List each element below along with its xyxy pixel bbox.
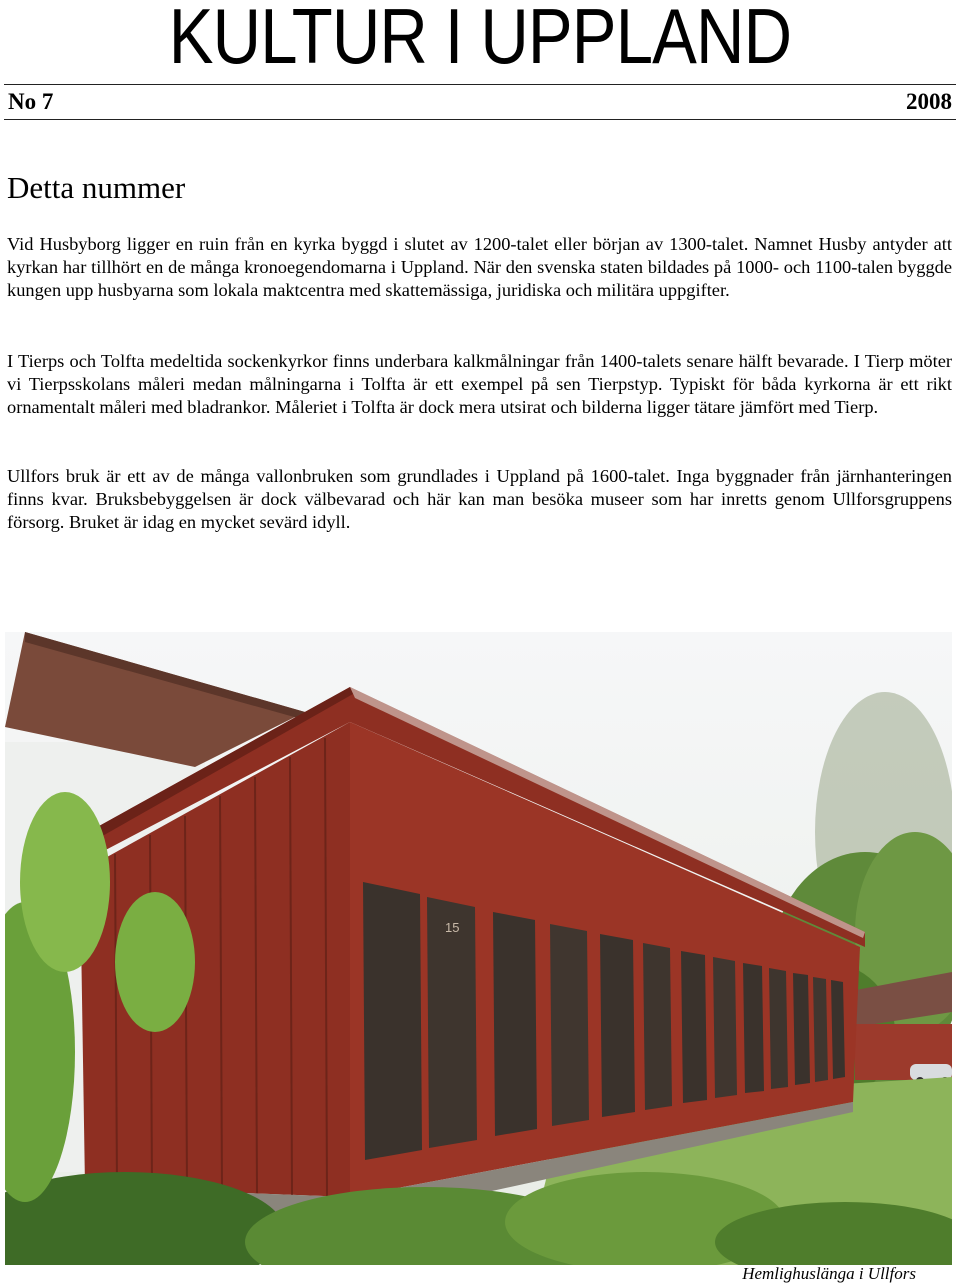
section-title: Detta nummer [7,170,186,205]
issue-year: 2008 [906,89,952,114]
photo-storehouse [5,632,952,1265]
storehouse-illustration [5,632,952,1265]
masthead-title: KULTUR I UPPLAND [168,0,792,80]
paragraph-tierp-tolfta: I Tierps och Tolfta medeltida sockenkyrkor finns underbara kalkmålningar från 1400-talets senare hälft bevarade. I Tierp möter vi Tierpsskolans måleri medan målningarna i Tolfta är ett exempel på sen Tierpstyp. Typiskt för båda kyrkorna är ett rikt ornamentalt måleri med bladrankor. Måleriet i Tolfta är dock mera utsirat och bilderna ligger tätare jämfört med Tierp. [7,351,952,418]
paragraph-ullfors: Ullfors bruk är ett av de många vallonbruken som grundlades i Uppland på 1600-talet. Inga byggnader från järnhanteringen finns kvar. Bruksbebyggelsen är dock välbevarad och här kan man besöka museer som har inretts genom Ullforsgruppens försorg. Bruket är idag en mycket sevärd idyll. [7,466,952,533]
issue-number: No 7 [8,89,54,114]
paragraph-husbyborg: Vid Husbyborg ligger en ruin från en kyrka byggd i slutet av 1200-talet eller början av 1300-talet. Namnet Husby antyder att kyrkan har tillhört en de många kronoegendomarna i Uppland. När den svenska staten bildades på 1000- och 1100-talen byggde kungen upp husbyarna som lokala maktcentra med skattemässiga, juridiska och militära uppgifter. [7,234,952,301]
issue-bar [4,84,956,120]
door-number: 15 [445,920,460,935]
photo-caption: Hemlighuslänga i Ullfors [742,1264,916,1283]
